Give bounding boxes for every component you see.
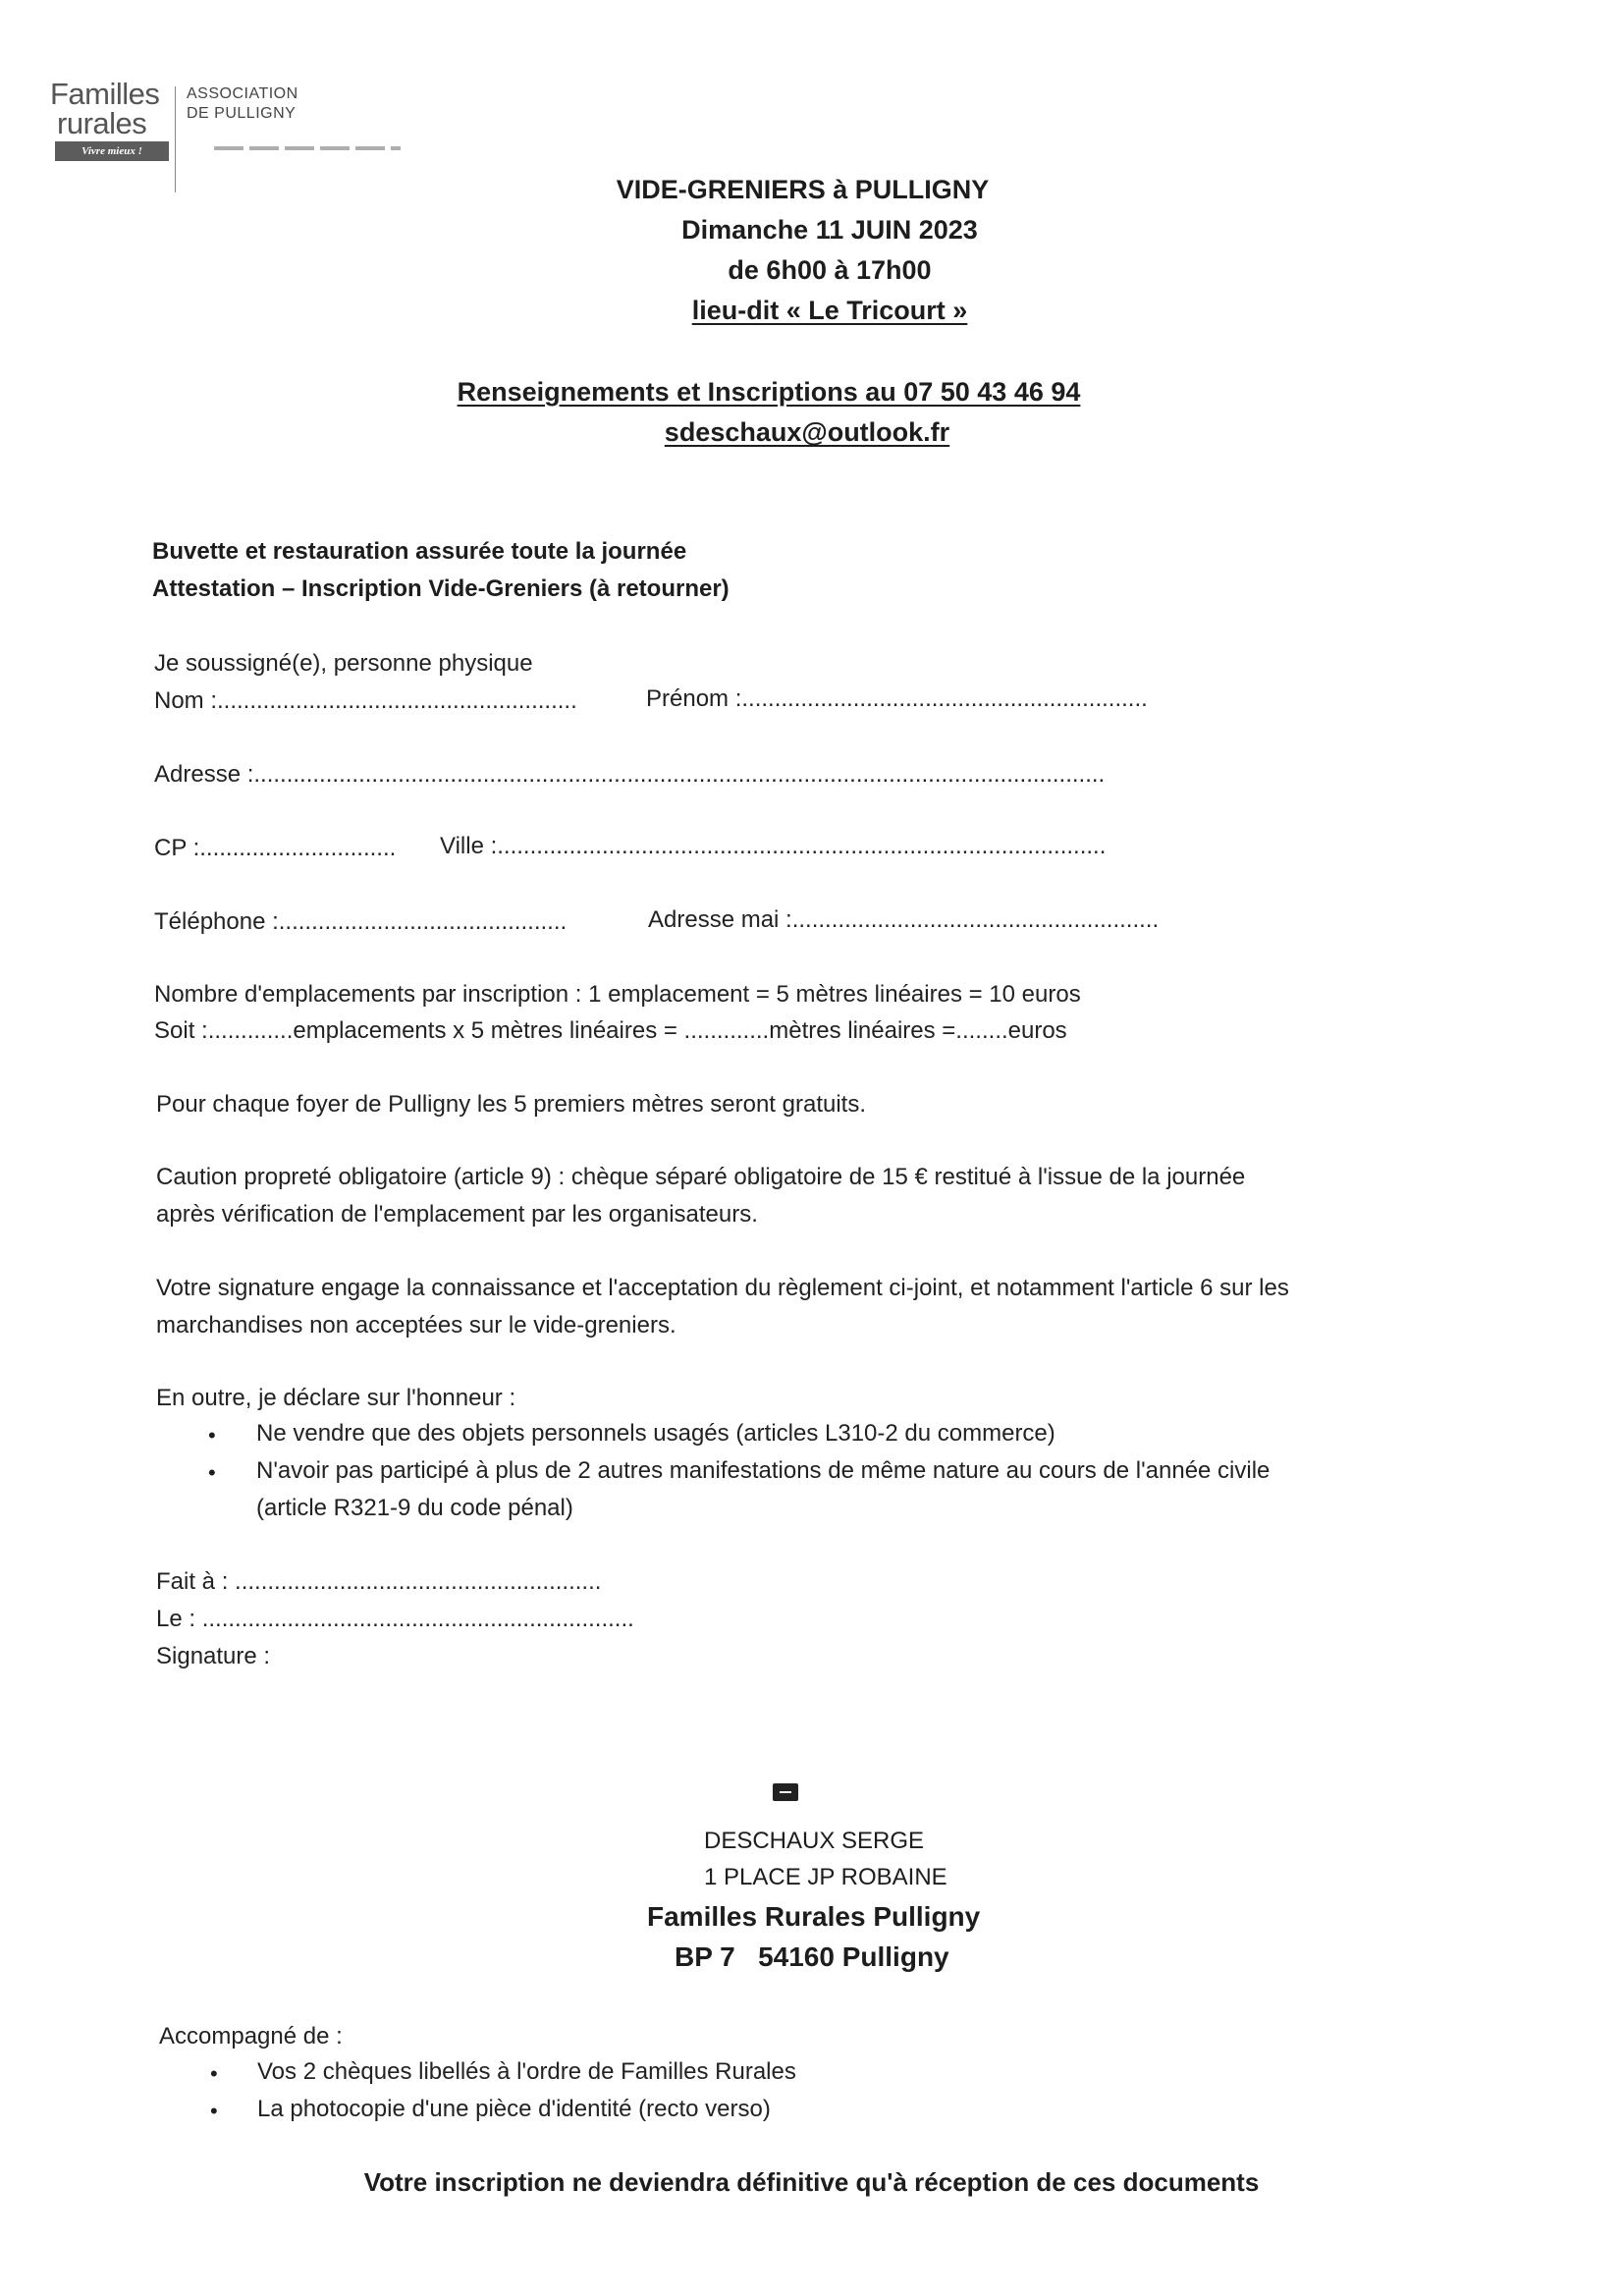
logo-association-text	[187, 84, 298, 124]
event-title: VIDE-GRENIERS à PULLIGNY	[616, 175, 990, 204]
familles-rurales-logo	[47, 47, 361, 155]
bullet-dot: •	[210, 2061, 218, 2086]
event-place-text: lieu-dit « Le Tricourt »	[691, 296, 968, 325]
contact-email-link[interactable]: sdeschaux@outlook.fr	[664, 417, 950, 447]
bullet-dot: •	[210, 2099, 218, 2123]
attestation-heading: Attestation – Inscription Vide-Greniers (à retourner)	[152, 575, 730, 602]
logo-brand-line1: Familles	[50, 77, 160, 111]
logo-brand-line2: rurales	[57, 106, 147, 140]
telephone-field[interactable]: Téléphone :............................................	[154, 908, 568, 935]
sender-street: 1 PLACE JP ROBAINE	[704, 1864, 947, 1890]
buvette-text: Buvette et restauration assurée toute la journée	[152, 538, 687, 565]
enclosure-item: Vos 2 chèques libellés à l'ordre de Familles Rurales	[257, 2058, 796, 2085]
sender-name: DESCHAUX SERGE	[704, 1828, 925, 1854]
event-hours: de 6h00 à 17h00	[728, 255, 932, 285]
signature-note-line1: Votre signature engage la connaissance et l'acceptation du règlement ci-joint, et notamment l'article 6 sur les	[156, 1275, 1289, 1301]
sender-organization: Familles Rurales Pulligny	[647, 1901, 981, 1932]
contact-line-text: Renseignements et Inscriptions au 07 50 43 46 94	[457, 377, 1081, 407]
soit-calculation-line[interactable]: Soit :.............emplacements x 5 mètres linéaires = .............mètres linéaires =........euros	[154, 1017, 1067, 1044]
sender-postal-box: BP 7 54160 Pulligny	[675, 1941, 949, 1972]
declaration-item: Ne vendre que des objets personnels usagés (articles L310-2 du commerce)	[256, 1420, 1055, 1447]
logo-tagline: Vivre mieux !	[55, 141, 169, 161]
declaration-heading: En outre, je déclare sur l'honneur :	[156, 1385, 516, 1411]
logo-decorative-line	[214, 146, 401, 150]
enclosures-heading: Accompagné de :	[159, 2023, 343, 2050]
contact-email[interactable]	[0, 417, 1614, 448]
enclosure-item: La photocopie d'une pièce d'identité (recto verso)	[257, 2096, 771, 2122]
event-date: Dimanche 11 JUIN 2023	[681, 215, 978, 245]
declaration-item-continuation: (article R321-9 du code pénal)	[256, 1495, 573, 1521]
logo-association-line1: ASSOCIATION	[187, 85, 298, 102]
undersigned-text: Je soussigné(e), personne physique	[154, 650, 533, 677]
event-place	[0, 296, 1623, 326]
ville-field[interactable]: Ville :.............................................................................................	[440, 833, 1107, 859]
contact-line	[0, 377, 1538, 408]
mail-stamp-icon	[773, 1783, 798, 1801]
final-notice: Votre inscription ne deviendra définitive qu'à réception de ces documents	[363, 2167, 1260, 2197]
caution-note-line2: après vérification de l'emplacement par les organisateurs.	[156, 1201, 758, 1228]
adresse-mail-field[interactable]: Adresse mai :........................................................	[648, 906, 1160, 933]
bullet-dot: •	[208, 1460, 216, 1485]
bullet-dot: •	[208, 1423, 216, 1448]
nom-field[interactable]: Nom :.......................................................	[154, 687, 577, 714]
caution-note-line1: Caution propreté obligatoire (article 9) : chèque séparé obligatoire de 15 € restitué à l'issue de la journée	[156, 1164, 1246, 1190]
declaration-item: N'avoir pas participé à plus de 2 autres manifestations de même nature au cours de l'année civile	[256, 1457, 1271, 1484]
adresse-field[interactable]: Adresse :..................................................................................................................................	[154, 761, 1106, 788]
le-field[interactable]: Le : ..................................................................	[156, 1606, 634, 1632]
prenom-field[interactable]: Prénom :..............................................................	[646, 685, 1148, 712]
pulligny-free-note: Pour chaque foyer de Pulligny les 5 premiers mètres seront gratuits.	[156, 1091, 867, 1118]
signature-label: Signature :	[156, 1643, 271, 1669]
cp-field[interactable]: CP :..............................	[154, 835, 397, 861]
logo-association-line2: DE PULLIGNY	[187, 105, 297, 122]
emplacements-rule: Nombre d'emplacements par inscription : 1 emplacement = 5 mètres linéaires = 10 euros	[154, 981, 1081, 1008]
signature-note-line2: marchandises non acceptées sur le vide-greniers.	[156, 1312, 676, 1339]
fait-a-field[interactable]: Fait à : ........................................................	[156, 1568, 602, 1595]
